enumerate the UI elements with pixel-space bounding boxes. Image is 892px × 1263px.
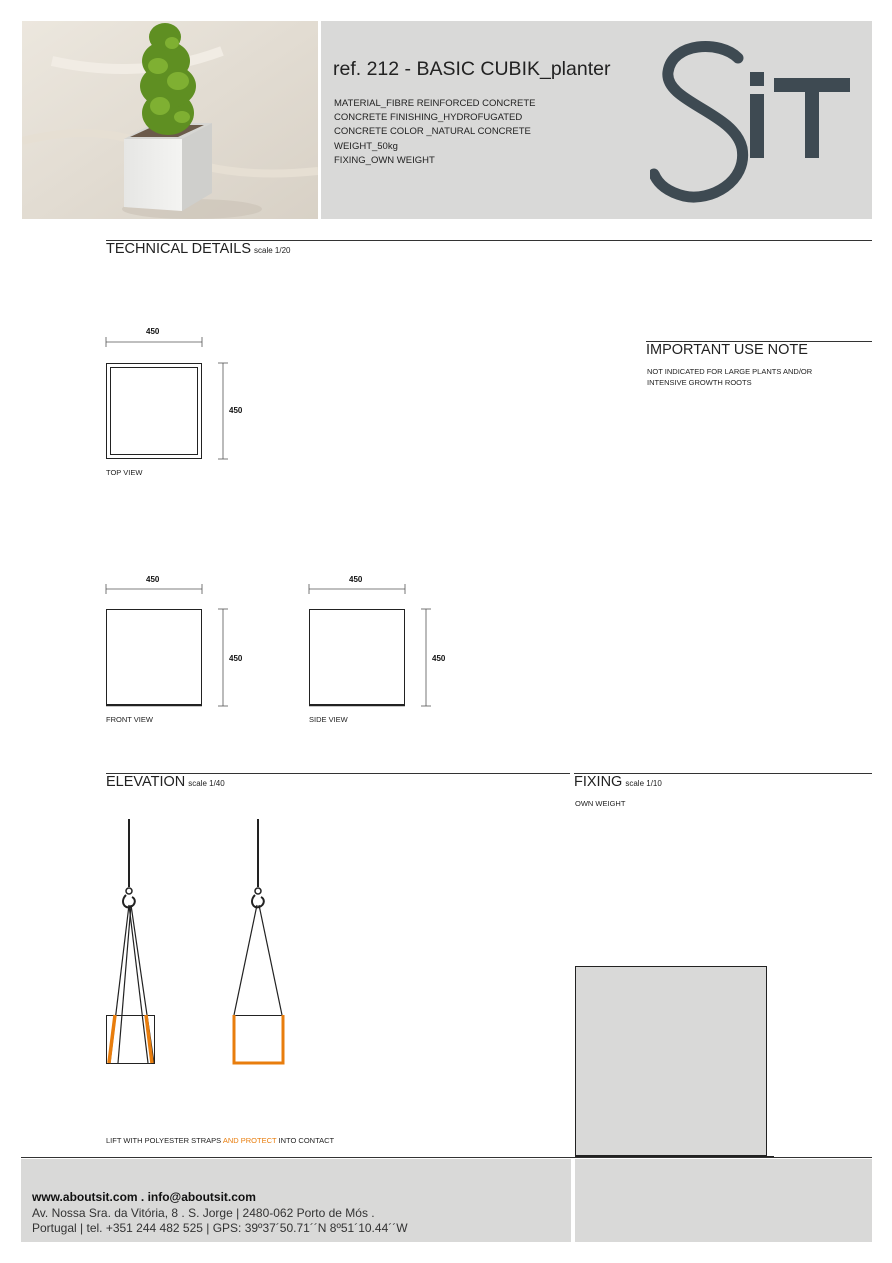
side-view-label: SIDE VIEW	[309, 715, 348, 724]
lift-caption-accent: AND PROTECT	[222, 1136, 277, 1145]
side-view-width-label: 450	[349, 575, 363, 584]
spec-material: MATERIAL_FIBRE REINFORCED CONCRETE	[334, 98, 536, 109]
lifting-diagram	[100, 815, 300, 1075]
fixing-scale: scale 1/10	[625, 779, 662, 788]
spec-list	[334, 97, 535, 168]
spec-weight: WEIGHT_50kg	[334, 140, 398, 152]
top-view-drawing	[100, 334, 235, 464]
product-photo	[22, 21, 318, 219]
front-view-label: FRONT VIEW	[106, 715, 153, 724]
footer-address-line-2: Portugal | tel. +351 244 482 525 | GPS: 39º37´50.71´´N 8º51´10.44´´W	[32, 1221, 408, 1235]
spec-finishing: CONCRETE FINISHING_HYDROFUGATED	[334, 112, 523, 124]
fixing-subtitle: OWN WEIGHT	[575, 799, 626, 808]
top-view-height-label: 450	[229, 406, 243, 415]
side-view-height-label: 450	[432, 654, 446, 663]
footer-web-email[interactable]: www.aboutsit.com . info@aboutsit.com	[32, 1190, 256, 1204]
sit-logo	[650, 36, 860, 208]
elevation-heading	[106, 774, 225, 790]
side-view-drawing	[303, 581, 438, 711]
footer-rule	[21, 1157, 872, 1158]
front-view-height-label: 450	[229, 654, 243, 663]
lift-caption-start: LIFT WITH POLYESTER STRAPS	[106, 1136, 223, 1145]
elevation-heading-text: ELEVATION	[106, 774, 186, 790]
top-view-label: TOP VIEW	[106, 468, 143, 477]
fixing-heading	[574, 774, 662, 790]
note-heading: IMPORTANT USE NOTE	[646, 342, 808, 358]
product-title: ref. 212 - BASIC CUBIK_planter	[333, 58, 611, 80]
front-view-drawing	[100, 581, 235, 711]
technical-scale: scale 1/20	[254, 246, 291, 255]
lift-caption	[106, 1136, 334, 1145]
spec-color: CONCRETE COLOR _NATURAL CONCRETE	[334, 126, 531, 138]
spec-fixing: FIXING_OWN WEIGHT	[334, 154, 435, 166]
technical-heading-text: TECHNICAL DETAILS	[106, 241, 252, 257]
fixing-heading-text: FIXING	[574, 774, 623, 790]
front-view-width-label: 450	[146, 575, 160, 584]
footer-right-panel	[575, 1159, 872, 1242]
technical-heading	[106, 241, 291, 257]
lift-caption-end: INTO CONTACT	[276, 1136, 335, 1145]
fixing-drawing	[572, 962, 777, 1162]
note-line-1: NOT INDICATED FOR LARGE PLANTS AND/OR	[647, 367, 813, 376]
top-view-width-label: 450	[146, 327, 160, 336]
note-line-2: INTENSIVE GROWTH ROOTS	[647, 378, 752, 387]
footer-address-line-1: Av. Nossa Sra. da Vitória, 8 . S. Jorge | 2480-062 Porto de Mós .	[32, 1206, 375, 1220]
elevation-scale: scale 1/40	[188, 779, 225, 788]
